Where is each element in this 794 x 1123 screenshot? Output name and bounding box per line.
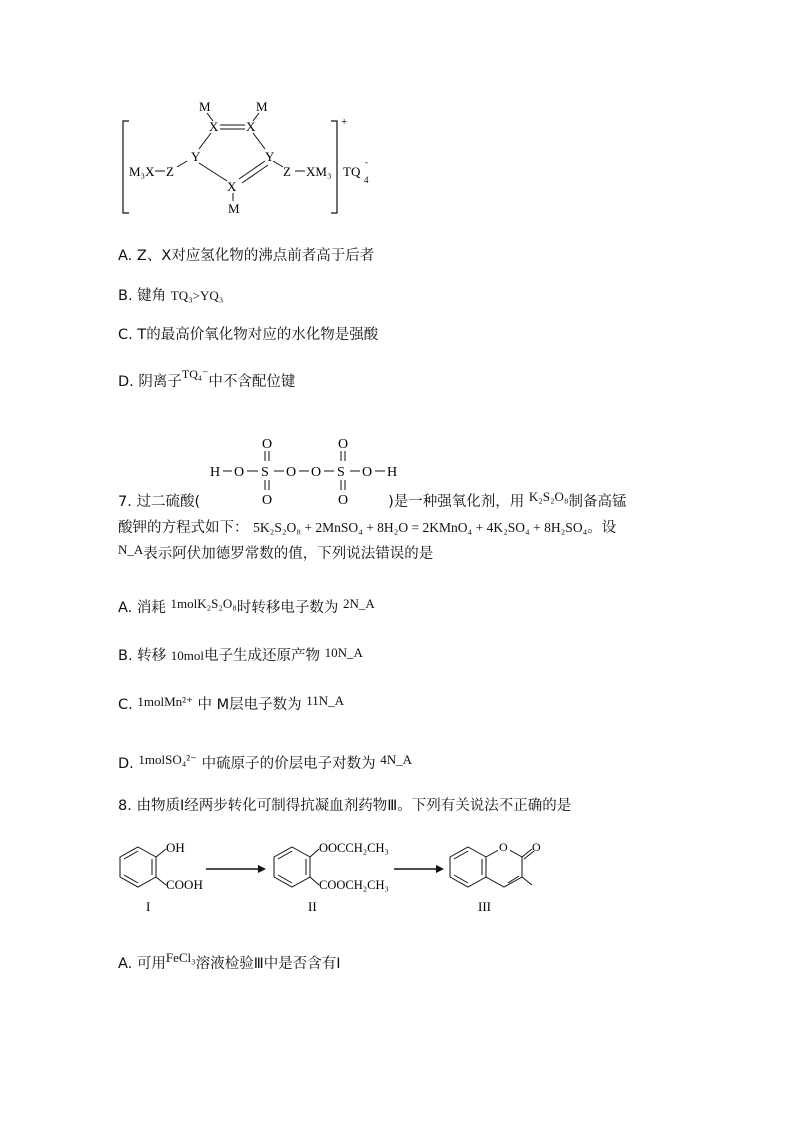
cation-structure-diagram bbox=[115, 95, 375, 220]
stem-text: 。设 bbox=[587, 520, 617, 536]
stem-text: 7. 过二硫酸( bbox=[118, 494, 201, 510]
compound-label: III bbox=[478, 899, 491, 914]
atom-label: O bbox=[234, 465, 245, 480]
q7-option-b bbox=[118, 644, 363, 665]
stem-text: )是一种强氧化剂，用 bbox=[388, 494, 525, 510]
formula: 1molSO₄²⁻ bbox=[138, 752, 198, 767]
atom-label: O bbox=[362, 465, 373, 480]
bond bbox=[177, 161, 187, 167]
atom-label: Z bbox=[283, 164, 291, 179]
atom-label: S bbox=[261, 465, 269, 480]
group-label: COOCH₂CH₃ bbox=[319, 878, 389, 892]
atom-label: O bbox=[311, 465, 322, 480]
option-text: 中硫原子的价层电子对数为 bbox=[201, 756, 376, 772]
q7-stem-line2 bbox=[118, 516, 616, 537]
q6-option-b bbox=[118, 284, 223, 305]
compound-1-structure bbox=[120, 840, 203, 914]
option-text: A. 可用 bbox=[118, 956, 166, 972]
option-text: A. 消耗 bbox=[118, 600, 166, 616]
charge-label: + bbox=[341, 116, 348, 128]
option-text: 中不含配位键 bbox=[208, 374, 296, 390]
atom-label: O bbox=[262, 437, 273, 452]
bond bbox=[199, 163, 227, 181]
atom-label: X bbox=[246, 119, 256, 134]
bond bbox=[273, 161, 283, 167]
formula: K₂S₂O₈ bbox=[528, 489, 569, 504]
option-text: B. 转移 bbox=[118, 648, 167, 664]
atom-label: Z bbox=[166, 164, 174, 179]
bond bbox=[199, 133, 211, 149]
q6-option-a: A. Z、X对应氢化物的沸点前者高于后者 bbox=[118, 248, 375, 264]
atom-label: S bbox=[337, 465, 345, 480]
option-text: 电子生成还原产物 bbox=[204, 648, 321, 664]
atom-label: XM₃ bbox=[306, 164, 332, 179]
q7-stem-line3 bbox=[118, 542, 433, 563]
atom-label: H bbox=[387, 465, 398, 480]
anion-superscript: - bbox=[365, 157, 368, 167]
group-label: OH bbox=[166, 840, 185, 855]
stem-text: 表示阿伏加德罗常数的值，下列说法错误的是 bbox=[143, 546, 434, 562]
q8-option-a bbox=[118, 952, 341, 973]
arrow-head bbox=[258, 865, 266, 873]
atom-label: Y bbox=[265, 149, 275, 164]
q8-stem: 8. 由物质Ⅰ经两步转化可制得抗凝血剂药物Ⅲ。下列有关说法不正确的是 bbox=[118, 798, 572, 814]
q7-option-d bbox=[118, 752, 412, 773]
atom-label: O bbox=[286, 465, 297, 480]
atom-label: X bbox=[209, 119, 219, 134]
reaction-scheme bbox=[118, 835, 558, 920]
atom-label: O bbox=[262, 493, 273, 508]
formula: 1molMn²⁺ bbox=[137, 694, 193, 709]
option-text: 中 M层电子数为 bbox=[197, 697, 302, 713]
right-bracket bbox=[331, 121, 337, 213]
atom-label: M bbox=[199, 99, 211, 114]
formula: 11N_A bbox=[306, 693, 345, 708]
atom-label: M bbox=[228, 201, 240, 216]
atom-label: H bbox=[210, 465, 221, 480]
q7-option-c bbox=[118, 693, 344, 714]
option-text: 溶液检验Ⅲ中是否含有Ⅰ bbox=[195, 956, 341, 972]
anion-subscript: 4 bbox=[364, 175, 369, 185]
option-text: D. 阴离子 bbox=[118, 374, 182, 390]
anion-label: TQ bbox=[343, 164, 361, 179]
stem-text: 制备高锰 bbox=[568, 494, 627, 510]
compound-3-structure bbox=[450, 840, 541, 914]
reaction-equation: 5K₂S₂O₈ + 2MnSO₄ + 8H₂O = 2KMnO₄ + 4K₂SO₄ + 8H₂SO₄ bbox=[253, 520, 588, 535]
atom-label: M₃X bbox=[129, 164, 155, 179]
atom-label: M bbox=[256, 99, 268, 114]
compound-label: II bbox=[308, 899, 317, 914]
formula: TQ₄⁻ bbox=[181, 367, 209, 381]
formula: 10mol bbox=[170, 648, 205, 663]
compound-label: I bbox=[146, 899, 151, 914]
formula: 2N_A bbox=[342, 596, 375, 611]
compound-2-structure bbox=[274, 841, 389, 914]
atom-label: O bbox=[338, 437, 349, 452]
option-text: B. 键角 bbox=[118, 288, 167, 304]
atom-label: O bbox=[338, 493, 349, 508]
formula: N_A bbox=[118, 542, 144, 557]
atom-label: Y bbox=[191, 149, 201, 164]
formula: TQ₃>YQ₃ bbox=[170, 288, 224, 303]
formula: 1molK₂S₂O₈ bbox=[170, 596, 237, 611]
ring-oxygen-label: O bbox=[499, 840, 508, 854]
q6-option-c: C. T的最高价氧化物对应的水化物是强酸 bbox=[118, 327, 379, 343]
option-text: C. bbox=[118, 697, 133, 713]
q7-option-a bbox=[118, 596, 375, 617]
group-label: OOCCH₂CH₃ bbox=[319, 841, 389, 855]
q6-option-d bbox=[118, 367, 296, 391]
carbonyl-oxygen-label: O bbox=[532, 840, 541, 854]
group-label: COOH bbox=[166, 877, 203, 892]
atom-label: X bbox=[227, 179, 237, 194]
option-text: D. bbox=[118, 756, 134, 772]
stem-text: 酸钾的方程式如下： bbox=[118, 520, 249, 536]
formula: 4N_A bbox=[380, 752, 413, 767]
formula: FeCl₃ bbox=[165, 950, 196, 965]
formula: 10N_A bbox=[324, 645, 363, 660]
q7-stem-line1 bbox=[118, 490, 626, 511]
arrow-head bbox=[436, 865, 444, 873]
option-text: 时转移电子数为 bbox=[236, 600, 339, 616]
bond bbox=[253, 133, 265, 149]
